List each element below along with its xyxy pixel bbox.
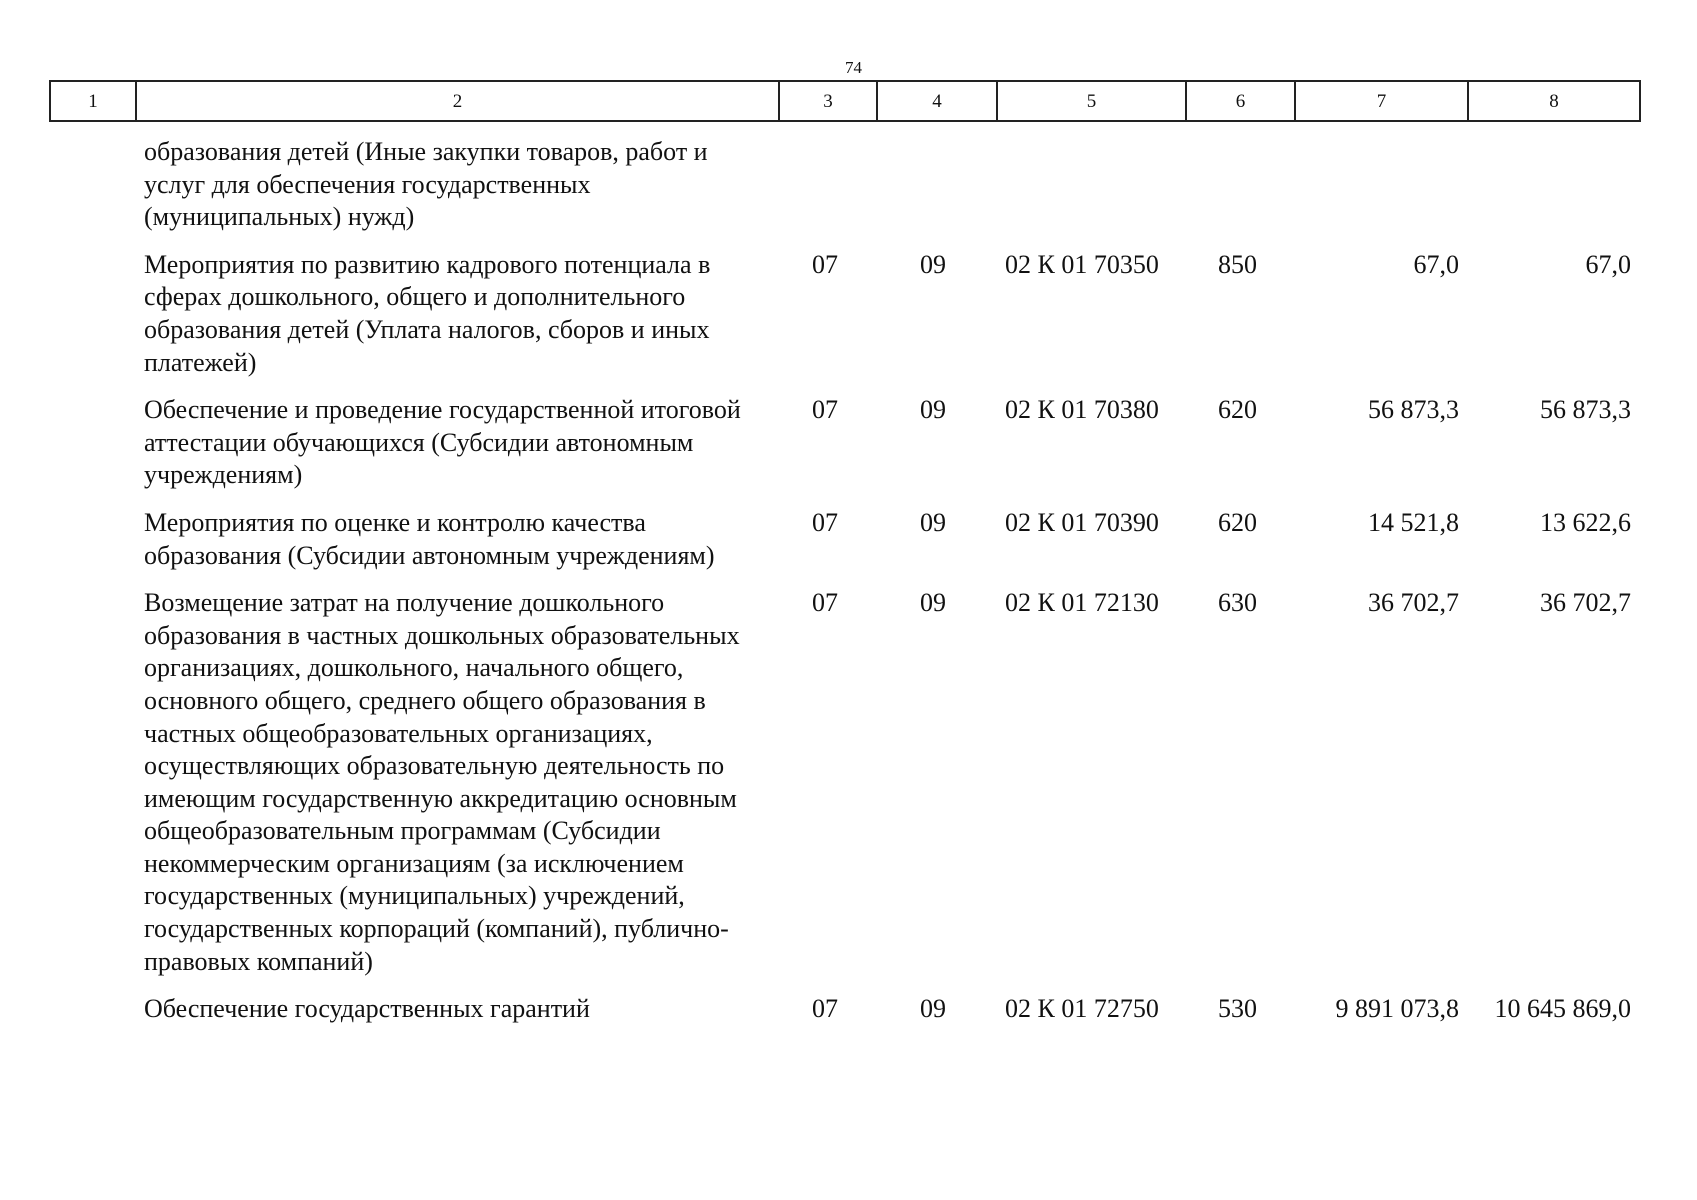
row-section: 07 [812,994,838,1024]
table-row [49,993,1639,1041]
row-section: 07 [812,249,838,279]
table-row [49,249,1639,394]
row-subsection: 09 [920,507,946,537]
row-section [778,136,876,249]
row-subsection [876,136,996,249]
column-header-6: 6 [1186,81,1295,121]
row-amount-8 [1467,136,1639,249]
table-row [49,394,1639,507]
row-target-article: 02 К 01 70390 [1005,507,1159,537]
row-amount-8: 10 645 869,0 [1494,994,1631,1024]
column-header-3: 3 [779,81,877,121]
column-header-row [50,81,1640,121]
row-expense-type: 530 [1218,994,1257,1024]
row-subsection: 09 [920,249,946,279]
row-amount-7: 36 702,7 [1368,588,1459,618]
row-amount-7: 56 873,3 [1368,395,1459,425]
row-expense-type: 850 [1218,249,1257,279]
row-target-article: 02 К 01 72750 [1005,994,1159,1024]
row-amount-7: 9 891 073,8 [1335,994,1459,1024]
row-target-article: 02 К 01 72130 [1005,588,1159,618]
column-header-4: 4 [877,81,997,121]
row-section: 07 [812,507,838,537]
row-target-article: 02 К 01 70350 [1005,249,1159,279]
column-header-1: 1 [50,81,136,121]
row-name: Возмещение затрат на получение дошкольного образования в частных дошкольных образовательных организациях, дошкольного, начального общего, основного общего, среднего общего образования в частных общеобразовательных организациях, осуществляющих образовательную деятельность по имеющим государственную аккредитацию основным общеобразовательным программам (Субсидии некоммерческим организациям (за исключением государственных (муниципальных) учреждений, государственных корпораций (компаний), публично-правовых компаний) [144,588,740,976]
row-amount-8: 56 873,3 [1540,395,1631,425]
column-header-5: 5 [997,81,1186,121]
column-header-8: 8 [1468,81,1640,121]
row-section: 07 [812,395,838,425]
row-target-article [996,136,1185,249]
table-row [49,507,1639,587]
row-amount-8: 13 622,6 [1540,507,1631,537]
row-name: Мероприятия по развитию кадрового потенциала в сферах дошкольного, общего и дополнительного образования детей (Уплата налогов, сборов и иных платежей) [144,249,711,377]
row-subsection: 09 [920,395,946,425]
row-name: образования детей (Иные закупки товаров, работ и услуг для обеспечения государственных (муниципальных) нужд) [144,137,708,232]
row-name: Обеспечение государственных гарантий [144,994,590,1024]
row-amount-7 [1294,136,1467,249]
row-subsection: 09 [920,994,946,1024]
row-name: Мероприятия по оценке и контролю качества образования (Субсидии автономным учреждениям) [144,507,715,570]
table-row [49,587,1639,993]
table-row [49,136,1639,249]
row-expense-type: 620 [1218,507,1257,537]
row-amount-7: 67,0 [1413,249,1459,279]
row-target-article: 02 К 01 70380 [1005,395,1159,425]
row-name: Обеспечение и проведение государственной итоговой аттестации обучающихся (Субсидии автономным учреждениям) [144,395,741,490]
row-expense-type: 630 [1218,588,1257,618]
column-header-2: 2 [136,81,779,121]
budget-table [49,136,1639,1041]
page-number: 74 [845,58,862,77]
row-amount-8: 36 702,7 [1540,588,1631,618]
row-expense-type [1185,136,1294,249]
column-header-7: 7 [1295,81,1468,121]
row-subsection: 09 [920,588,946,618]
row-expense-type: 620 [1218,395,1257,425]
row-amount-7: 14 521,8 [1368,507,1459,537]
row-amount-8: 67,0 [1585,249,1631,279]
column-header-table [49,80,1641,122]
row-section: 07 [812,588,838,618]
